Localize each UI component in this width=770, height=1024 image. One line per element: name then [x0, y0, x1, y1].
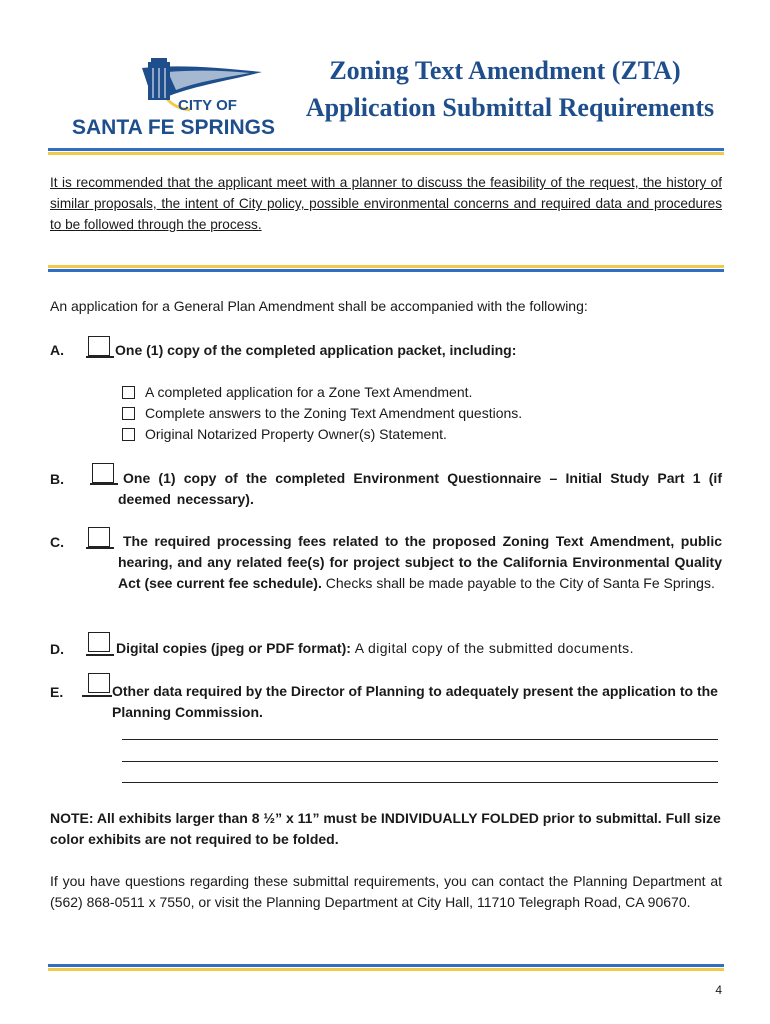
section-divider: [48, 265, 724, 272]
document-title: Zoning Text Amendment (ZTA): [329, 56, 681, 85]
item-c-body: [118, 531, 722, 594]
lead-sentence: An application for a General Plan Amendment shall be accompanied with the following:: [50, 298, 588, 314]
item-b-letter: B.: [50, 471, 64, 487]
blank-line[interactable]: [122, 782, 718, 783]
item-a-letter: A.: [50, 342, 64, 358]
item-b-checkbox[interactable]: [92, 463, 114, 483]
blank-line[interactable]: [122, 739, 718, 740]
item-a-subitem: [122, 426, 447, 442]
item-a-heading: One (1) copy of the completed application packet, including:: [115, 342, 517, 358]
item-c-heading: The required processing fees related to the proposed Zoning Text Amendment, public hearing, and any related fee(s) for project subject to the California Environmental Quality Act (see current fee schedule).: [118, 533, 722, 591]
item-d-checkbox[interactable]: [88, 632, 110, 652]
header-divider: [48, 148, 724, 155]
item-d-checkbox-underline: [86, 654, 114, 656]
page-number: 4: [715, 983, 722, 997]
item-d-heading: Digital copies (jpeg or PDF format):: [116, 640, 351, 656]
item-c-checkbox-underline: [86, 547, 114, 549]
logo-city-of-text: CITY OF: [178, 97, 237, 114]
city-logo: [72, 58, 277, 138]
document-subtitle: Application Submittal Requirements: [305, 93, 715, 122]
footer-divider: [48, 964, 724, 971]
item-a-checkbox[interactable]: [88, 336, 110, 356]
item-d-body: [116, 638, 722, 659]
subitem-checkbox[interactable]: [122, 386, 135, 399]
item-e-checkbox-underline: [82, 695, 112, 697]
item-e-letter: E.: [50, 684, 64, 700]
blank-line[interactable]: [122, 761, 718, 762]
item-c-text: Checks shall be made payable to the City of Santa Fe Springs.: [325, 575, 715, 591]
folding-note: NOTE: All exhibits larger than 8 ½” x 11” must be INDIVIDUALLY FOLDED prior to submittal. Full size color exhibits are not required to be folded.: [50, 810, 721, 847]
subitem-checkbox[interactable]: [122, 407, 135, 420]
subitem-label: Original Notarized Property Owner(s) Statement.: [145, 426, 447, 442]
logo-city-name-text: SANTA FE SPRINGS: [72, 116, 276, 138]
item-c-letter: C.: [50, 534, 64, 550]
item-b-checkbox-underline: [90, 483, 118, 485]
item-e-heading: Other data required by the Director of Planning to adequately present the application to the Planning Commission.: [112, 683, 718, 720]
santa-fe-springs-logo-graphic: [72, 58, 277, 138]
intro-paragraph: It is recommended that the applicant meet with a planner to discuss the feasibility of the request, the history of similar proposals, the intent of City policy, possible environmental concerns and required data and procedures to be followed through the process.: [50, 175, 722, 232]
item-a-subitem: [122, 384, 472, 400]
item-b-heading: One (1) copy of the completed Environment Questionnaire – Initial Study Part 1 (if deemed necessary).: [118, 470, 722, 507]
item-d-letter: D.: [50, 641, 64, 657]
subitem-checkbox[interactable]: [122, 428, 135, 441]
subitem-label: A completed application for a Zone Text Amendment.: [145, 384, 473, 400]
item-d-text: A digital copy of the submitted documents.: [354, 640, 634, 656]
contact-paragraph: If you have questions regarding these submittal requirements, you can contact the Planning Department at (562) 868-0511 x 7550, or visit the Planning Department at City Hall, 11710 Telegraph Road, CA 90670.: [50, 873, 722, 910]
item-e-checkbox[interactable]: [88, 673, 110, 693]
item-a-checkbox-underline: [86, 356, 114, 358]
subitem-label: Complete answers to the Zoning Text Amendment questions.: [145, 405, 523, 421]
item-a-subitem: [122, 405, 522, 421]
item-c-checkbox[interactable]: [88, 527, 110, 547]
